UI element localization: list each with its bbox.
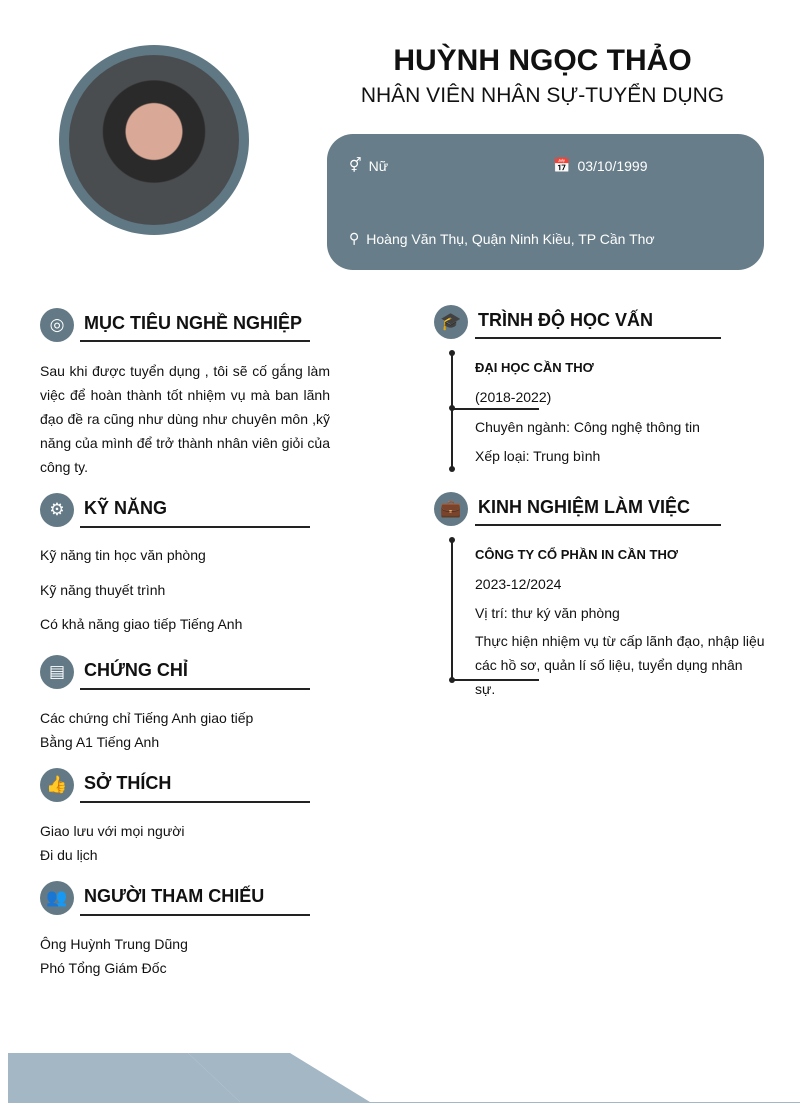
section-hobbies <box>40 768 171 802</box>
avatar <box>59 45 249 235</box>
school-name: ĐẠI HỌC CẦN THƠ <box>475 360 594 375</box>
skill-item: Kỹ năng thuyết trình <box>40 582 166 598</box>
hobby-item: Giao lưu với mọi người <box>40 823 185 839</box>
company-name: CÔNG TY CỔ PHẦN IN CẦN THƠ <box>475 547 678 562</box>
location-icon: ⚲ <box>349 230 360 246</box>
education-grade: Xếp loại: Trung bình <box>475 448 601 464</box>
gender-icon: ⚥ <box>349 157 362 173</box>
section-title: TRÌNH ĐỘ HỌC VẤN <box>478 309 653 330</box>
section-title: MỤC TIÊU NGHỀ NGHIỆP <box>84 312 303 333</box>
section-references <box>40 881 264 915</box>
section-title: KINH NGHIỆM LÀM VIỆC <box>478 496 691 517</box>
section-title: NGƯỜI THAM CHIẾU <box>84 885 265 906</box>
target-icon: ◎ <box>40 308 74 342</box>
objective-text: Sau khi được tuyển dụng , tôi sẽ cố gắng làm việc để hoàn thành tốt nhiệm vụ mà ban lãnh đạo đề ra cũng như dùng như chuyên môn ,kỹ năng của mình để trở thành nhân viên giỏi của công ty. <box>40 363 330 475</box>
section-title: KỸ NĂNG <box>84 497 168 518</box>
gender: Nữ <box>368 157 389 174</box>
section-skills <box>40 493 167 527</box>
birthdate: 03/10/1999 <box>577 157 648 174</box>
section-certificates <box>40 655 188 689</box>
section-experience <box>434 492 690 526</box>
job-title: NHÂN VIÊN NHÂN SỰ-TUYỂN DỤNG <box>360 84 725 107</box>
experience-period: 2023-12/2024 <box>475 576 562 592</box>
certificate-item: Bằng A1 Tiếng Anh <box>40 734 160 750</box>
section-objective <box>40 308 302 342</box>
gear-icon: ⚙ <box>40 493 74 527</box>
section-title: SỞ THÍCH <box>84 772 172 793</box>
document-icon: ▤ <box>40 655 74 689</box>
graduation-cap-icon: 🎓 <box>434 305 468 339</box>
skill-item: Có khả năng giao tiếp Tiếng Anh <box>40 616 243 632</box>
hobby-item: Đi du lịch <box>40 847 98 863</box>
section-education <box>434 305 653 339</box>
people-icon: 👥 <box>40 881 74 915</box>
experience-description: Thực hiện nhiệm vụ từ cấp lãnh đạo, nhập liệu các hồ sơ, quản lí số liệu, tuyển dụng nhân sự. <box>475 633 765 697</box>
contact-card <box>327 134 764 270</box>
thumbs-up-icon: 👍 <box>40 768 74 802</box>
briefcase-icon: 💼 <box>434 492 468 526</box>
footer-decoration <box>0 1030 800 1103</box>
section-title: CHỨNG CHỈ <box>84 659 188 680</box>
reference-item: Ông Huỳnh Trung Dũng <box>40 936 188 952</box>
reference-item: Phó Tổng Giám Đốc <box>40 960 167 976</box>
certificate-item: Các chứng chỉ Tiếng Anh giao tiếp <box>40 710 254 726</box>
candidate-name: HUỲNH NGỌC THẢO <box>393 44 692 77</box>
profile-photo <box>69 55 239 225</box>
skill-item: Kỹ năng tin học văn phòng <box>40 547 206 563</box>
education-years: (2018-2022) <box>475 389 552 405</box>
address: Hoàng Văn Thụ, Quận Ninh Kiều, TP Cần Thơ <box>366 230 655 247</box>
education-major: Chuyên ngành: Công nghệ thông tin <box>475 419 700 435</box>
experience-position: Vị trí: thư ký văn phòng <box>475 605 620 621</box>
calendar-icon: 📅 <box>553 157 571 173</box>
